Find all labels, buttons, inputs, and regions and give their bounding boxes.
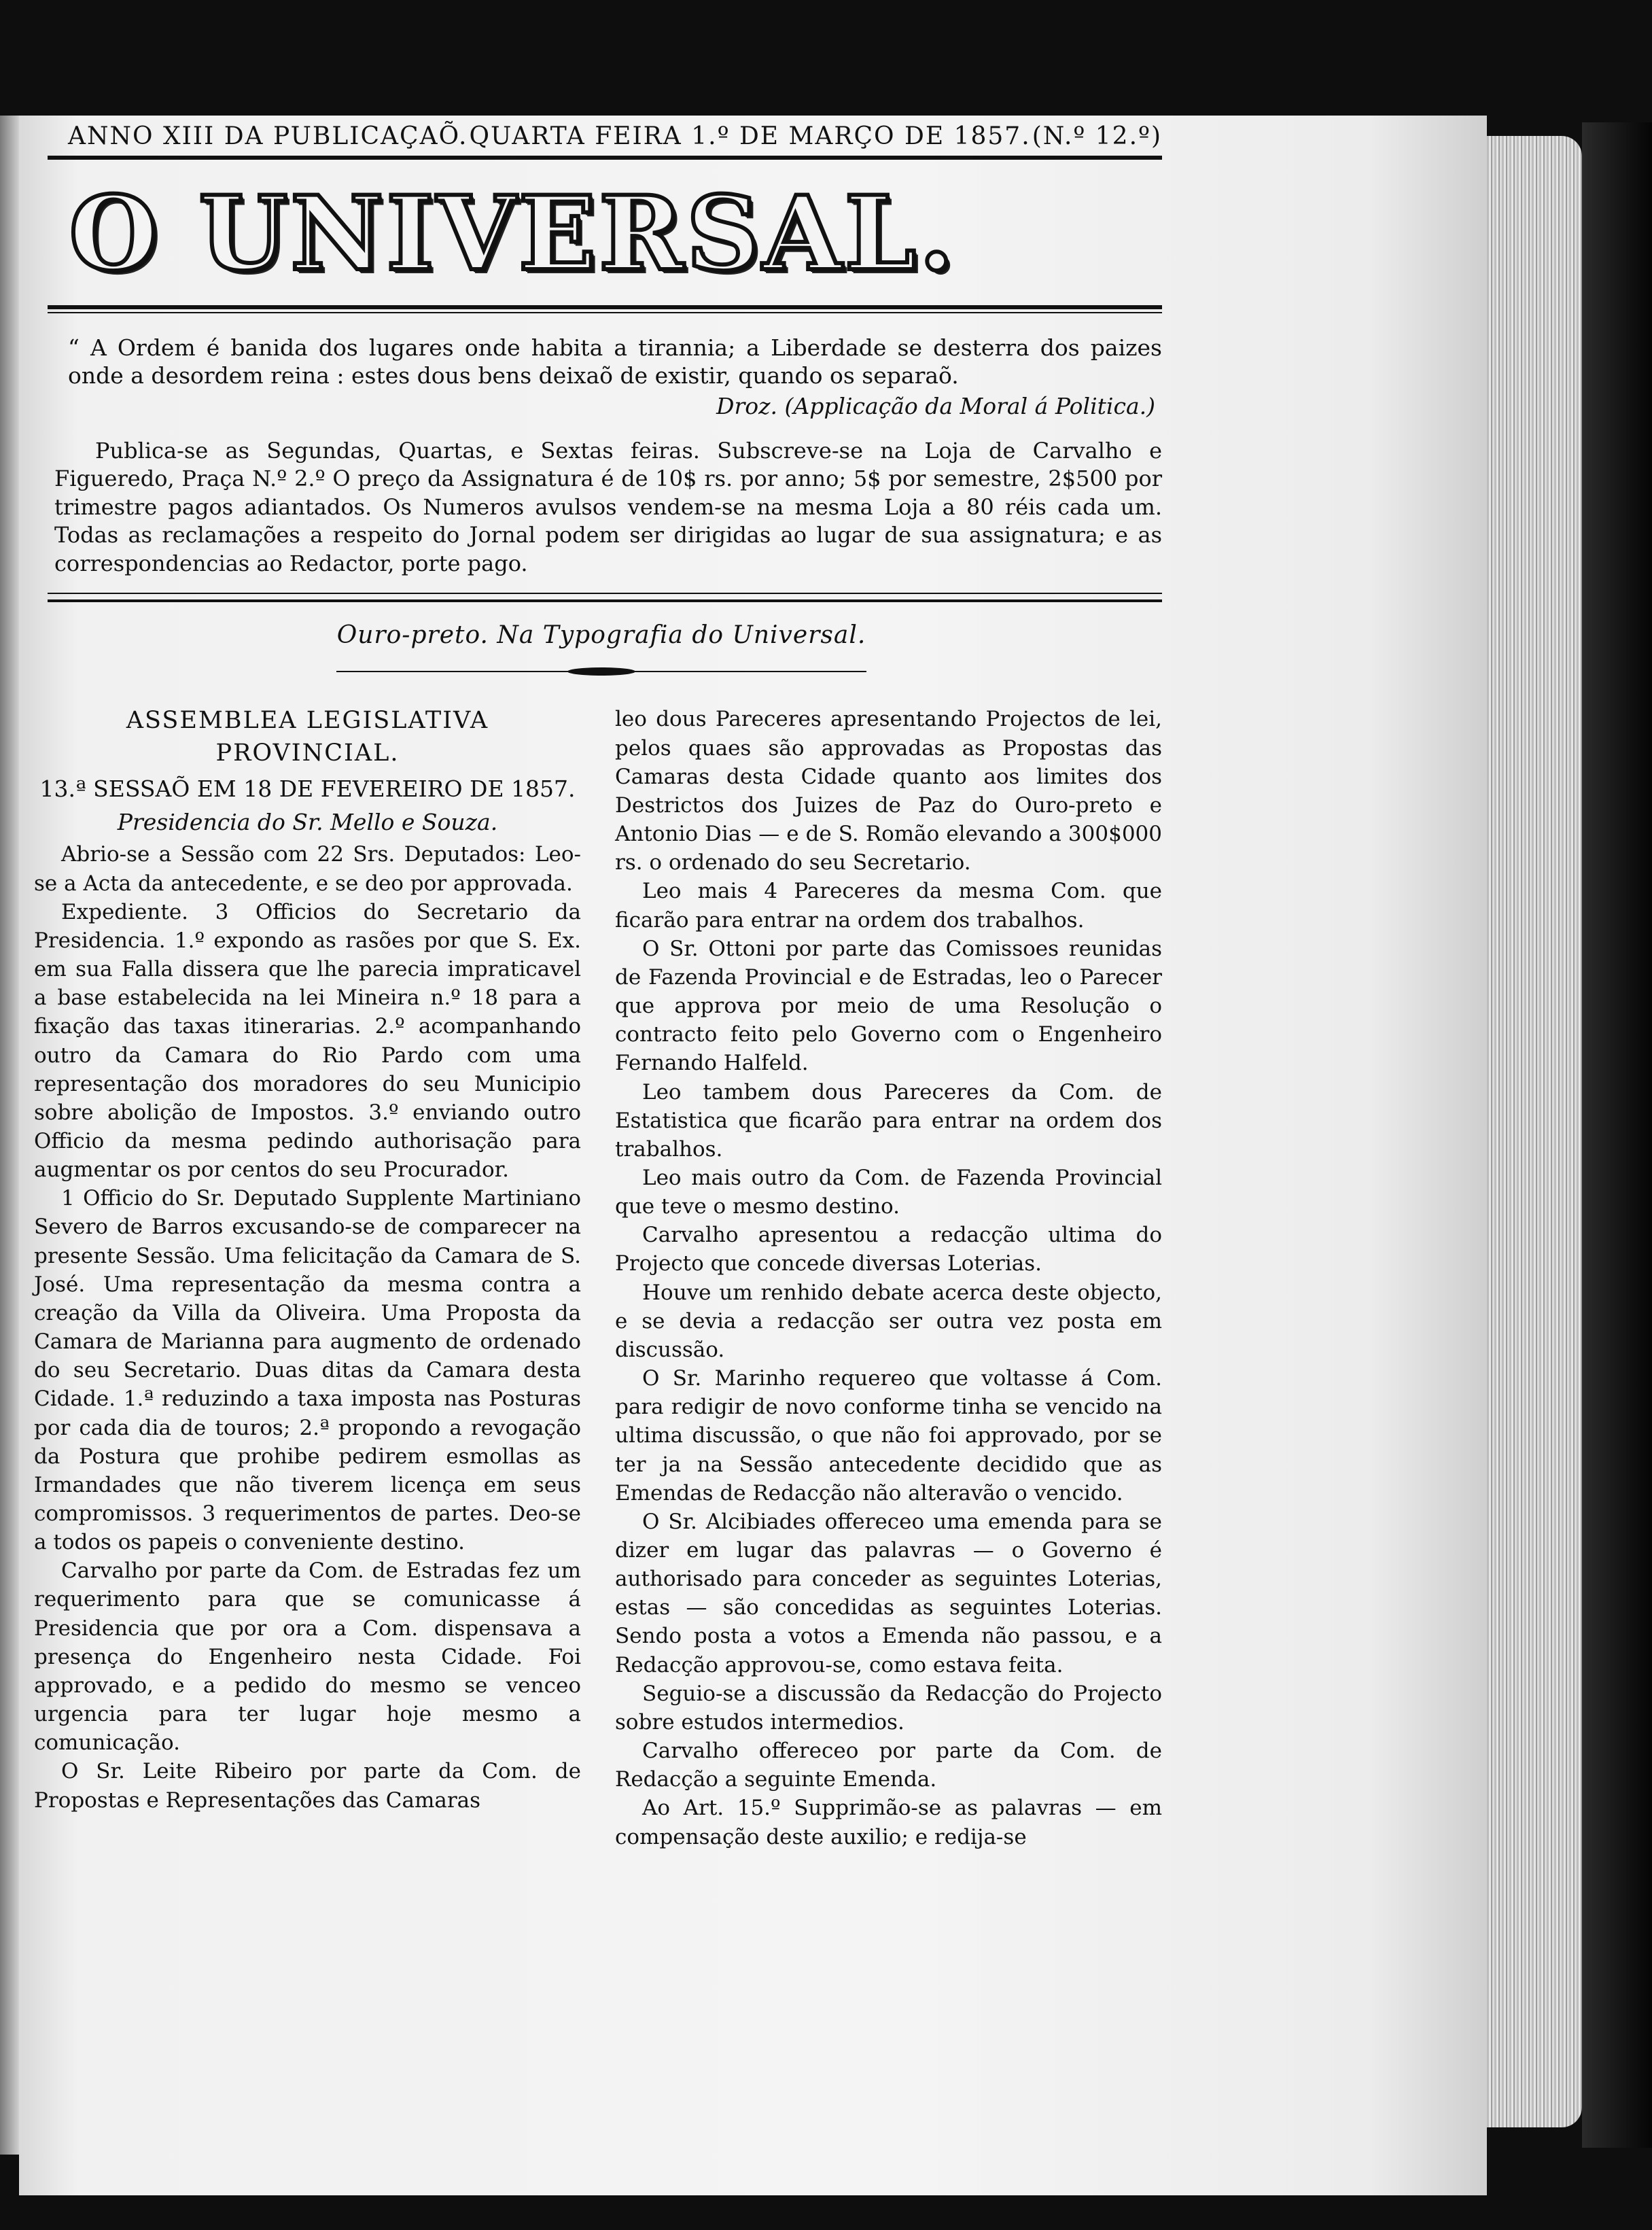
- article-columns: [27, 705, 1176, 1851]
- paragraph: Abrio-se a Sessão com 22 Srs. Deputados: Leo-se a Acta da antecedente, e se deo por approvada.: [34, 842, 581, 896]
- paragraph: O Sr. Marinho requereo que voltasse á Com. para redigir de novo conforme tinha se vencido na ultima discussão, o que não foi approvado, por se ter ja na Sessão antecedente decidido que as Emendas de Redacção não alteravão o vencido.: [615, 1366, 1162, 1505]
- info-rule: [48, 599, 1162, 602]
- publication-info: Publica-se as Segundas, Quartas, e Sextas feiras. Subscreve-se na Loja de Carvalho e Figueredo, Praça N.º 2.º O preço da Assignatura é de 10$ rs. por anno; 5$ por semestre, 2$500 por trimestre pagos adiantados. Os Numeros avulsos vendem-se na mesma Loja a 80 réis cada um. Todas as reclamações a respeito do Jornal podem ser dirigidas ao lugar de sua assignatura; e as correspondencias ao Redactor, porte pago.: [54, 437, 1162, 576]
- paragraph: leo dous Pareceres apresentando Projectos de lei, pelos quaes são approvadas as Propostas das Camaras desta Cidade quanto aos limites dos Destrictos dos Juizes de Paz do Ouro-preto e Antonio Dias — e de S. Romão elevando a 300$000 rs. o ordenado do seu Secretario.: [615, 707, 1162, 875]
- presidency-line: Presidencia do Sr. Mello e Souza.: [117, 808, 498, 835]
- book-binding-shadow: [1582, 122, 1652, 2148]
- paragraph: 1 Officio do Sr. Deputado Supplente Martiniano Severo de Barros excusando-se de comparecer na presente Sessão. Uma felicitação da Camara de S. José. Uma representação da mesma contra a creação da Villa da Oliveira. Uma Proposta da Camara de Marianna para augmento de ordenado do seu Secretario. Duas ditas da Camara desta Cidade. 1.ª reduzindo a taxa imposta nas Posturas por cada dia de touros; 2.ª propondo a revogação da Postura que prohibe pedirem esmollas as Irmandades que não tiverem licença em seus compromissos. 3 requerimentos de partes. Deo-se a todos os papeis o conveniente destino.: [34, 1186, 581, 1555]
- paragraph: Leo mais outro da Com. de Fazenda Provincial que teve o mesmo destino.: [615, 1165, 1162, 1219]
- header-rule: [48, 156, 1162, 160]
- paragraph: O Sr. Ottoni por parte das Comissoes reunidas de Fazenda Provincial e de Estradas, leo o Parecer que approva por meio de uma Resolução o contracto feito pelo Governo com o Engenheiro Fernando Halfeld.: [615, 936, 1162, 1076]
- issue-number: (N.º 12.º): [1032, 122, 1162, 150]
- paragraph: Leo tambem dous Pareceres da Com. de Estatistica que ficarão para entrar na ordem dos trabalhos.: [615, 1079, 1162, 1162]
- masthead-title: O UNIVERSAL.: [69, 174, 957, 294]
- paragraph: Leo mais 4 Pareceres da mesma Com. que ficarão para entrar na ordem dos trabalhos.: [615, 879, 1162, 933]
- info-rule-top: [48, 593, 1162, 594]
- paragraph: O Sr. Leite Ribeiro por parte da Com. de Propostas e Representações das Camaras: [34, 1759, 581, 1813]
- section-title: ASSEMBLEA LEGISLATIVA PROVINCIAL.: [126, 707, 489, 767]
- issue-line: [27, 122, 1176, 150]
- ornament-divider: [336, 667, 866, 676]
- epigraph: “ A Ordem é banida dos lugares onde habita a tirannia; a Liberdade se desterra dos paizes onde a desordem reina : estes dous bens deixaõ de existir, quando os separaõ.: [68, 334, 1162, 389]
- masthead-rule: [48, 305, 1162, 309]
- left-column: [34, 705, 581, 1851]
- newspaper-content: [27, 122, 1176, 1851]
- paragraph: Carvalho apresentou a redacção ultima do Projecto que concede diversas Loterias.: [615, 1223, 1162, 1276]
- paragraph: O Sr. Alcibiades offereceo uma emenda para se dizer em lugar das palavras — o Governo é authorisado para conceder as seguintes Loterias, estas — são concedidas as seguintes Loterias. Sendo posta a votos a Emenda não passou, e a Redacção approvou-se, como estava feita.: [615, 1509, 1162, 1677]
- imprint: Ouro-preto. Na Typografia do Universal.: [336, 621, 866, 650]
- session-title: 13.ª SESSAÕ EM 18 DE FEVEREIRO DE 1857.: [39, 775, 576, 802]
- paragraph: Ao Art. 15.º Supprimão-se as palavras — em compensação deste auxilio; e redija-se: [615, 1796, 1162, 1849]
- paragraph: Seguio-se a discussão da Redacção do Projecto sobre estudos intermedios.: [615, 1681, 1162, 1735]
- paragraph: Carvalho por parte da Com. de Estradas fez um requerimento para que se comunicasse á Presidencia que por ora a Com. dispensava a presença do Engenheiro nesta Cidade. Foi approvado, e a pedido do mesmo se venceo urgencia para ter lugar hoje mesmo a comunicação.: [34, 1558, 581, 1756]
- masthead-rule-thin: [48, 312, 1162, 313]
- issue-date: QUARTA FEIRA 1.º DE MARÇO DE 1857.: [469, 122, 1031, 150]
- paragraph: Houve um renhido debate acerca deste objecto, e se devia a redacção ser outra vez posta em discussão.: [615, 1280, 1162, 1362]
- paragraph: Expediente. 3 Officios do Secretario da Presidencia. 1.º expondo as rasões por que S. Ex. em sua Falla dissera que lhe parecia impraticavel a base estabelecida na lei Mineira n.º 18 para a fixação das taxas itinerarias. 2.º acompanhando outro da Camara do Rio Pardo com uma representação dos moradores do seu Municipio sobre abolição de Impostos. 3.º enviando outro Officio da mesma pedindo authorisação para augmentar os por centos do seu Procurador.: [34, 899, 581, 1183]
- epigraph-source: Droz. (Applicação da Moral á Politica.): [716, 392, 1155, 419]
- publication-year: ANNO XIII DA PUBLICAÇAÕ.: [68, 122, 468, 150]
- paragraph: Carvalho offereceo por parte da Com. de Redacção a seguinte Emenda.: [615, 1739, 1162, 1792]
- previous-page-edge: [0, 116, 19, 2155]
- book-page-edges: [1487, 136, 1582, 2127]
- right-column: [615, 705, 1162, 1851]
